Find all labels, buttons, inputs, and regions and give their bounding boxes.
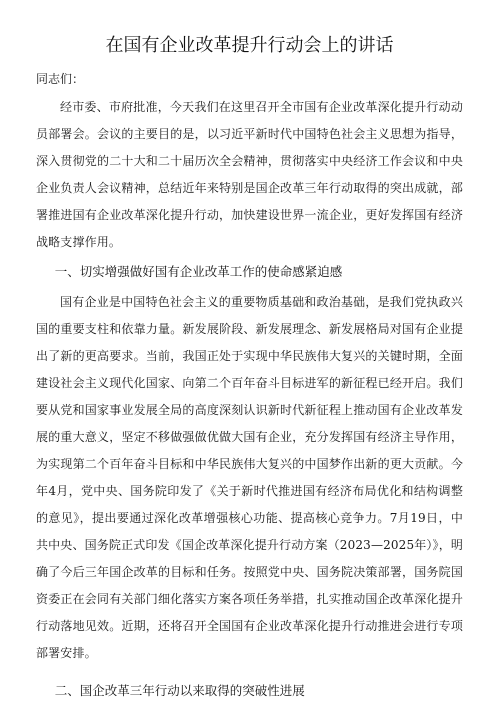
section-heading-1: 一、切实增强做好国有企业改革工作的使命感紧迫感 [54,264,343,279]
intro-paragraph: 经市委、市府批准，今天我们在这里召开全市国有企业改革深化提升行动动员部署会。会议的主要目的是，以习近平新时代中国特色社会主义思想为指导，深入贯彻党的二十大和二十届历次全会精神，贯彻落实中央经济工作会议和中央企业负责人会议精神，总结近年来特别是国企改革三年行动取得的突出成就，部署推进国有企业改革深化提升行动，加快建设世界一流企业，更好发挥国有经济战略支撑作用。 [36,100,463,249]
document-title: 在国有企业改革提升行动会上的讲话 [105,35,394,56]
section-heading-2: 二、国企改革三年行动以来取得的突破性进展 [54,683,305,698]
section-1-paragraph: 国有企业是中国特色社会主义的重要物质基础和政治基础，是我们党执政兴国的重要支柱和依靠力量。新发展阶段、新发展理念、新发展格局对国有企业提出了新的更高要求。当前，我国正处于实现中华民族伟大复兴的关键时期，全面建设社会主义现代化国家、向第二个百年奋斗目标进军的新征程已经开启。我们要从党和国家事业发展全局的高度深刻认识新时代新征程上推动国有企业改革发展的重大意义，坚定不移做强做优做大国有企业，充分发挥国有经济主导作用，为实现第二个百年奋斗目标和中华民族伟大复兴的中国梦作出新的更大贡献。今年4月，党中央、国务院印发了《关于新时代推进国有经济布局优化和结构调整的意见》，提出要通过深化改革增强核心功能、提高核心竞争力。7月19日，中共中央、国务院正式印发《国企改革深化提升行动方案（2023—2025年）》，明确了今后三年国企改革的目标和任务。按照党中央、国务院决策部署，国务院国资委正在会同有关部门细化落实方案各项任务举措，扎实推动国企改革深化提升行动落地见效。近期，还将召开全国国有企业改革深化提升行动推进会进行专项部署安排。 [36,295,463,660]
salutation: 同志们： [36,72,85,86]
